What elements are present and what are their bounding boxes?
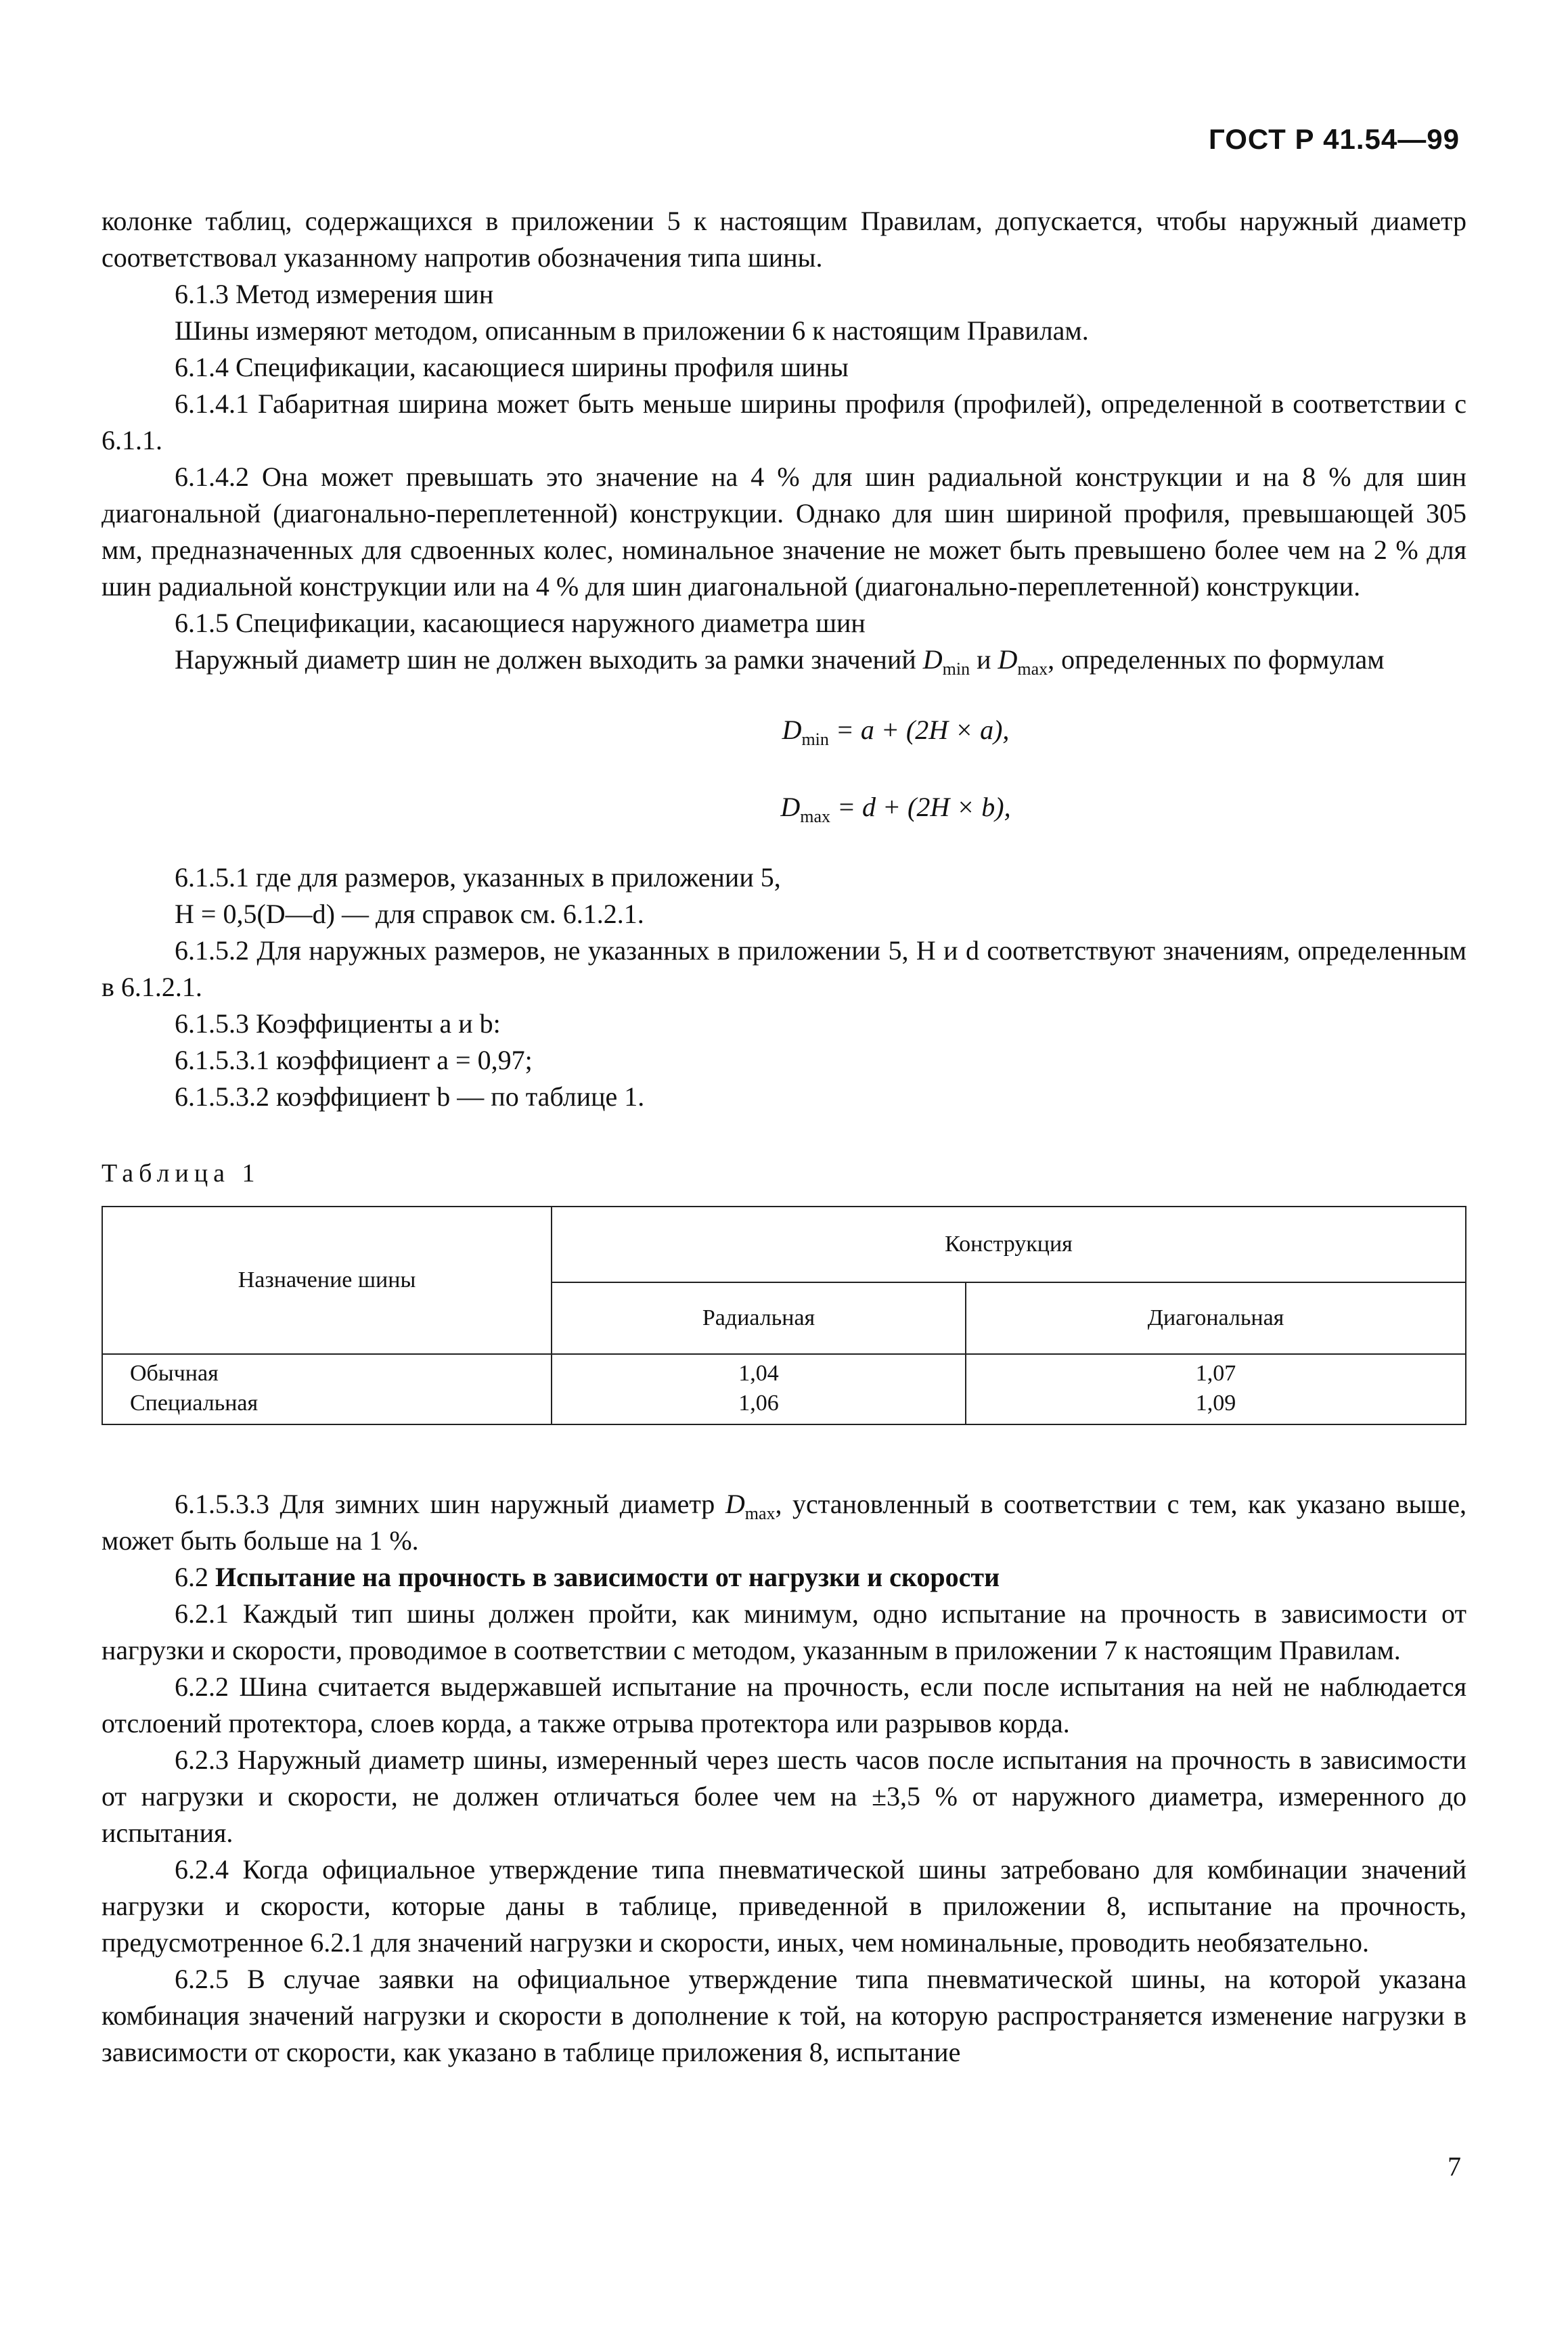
paragraph: Наружный диаметр шин не должен выходить за рамки значений $D_{min}$ и $D_{max}$, определенных по формулам [175,644,1385,679]
formula-dmax: $D_{max} = d + (2H \times b)$, [780,792,1011,826]
paragraph: 6.2.4 Когда официальное утверждение типа пневматической шины затребовано для комбинации значений нагрузки и скорости, которые даны в таблице, приведенной в приложении 8, испытание на прочность, предусмотренное 6.2.1 для значений нагрузки и скорости, иных, чем номинальные, проводить необязательно. [102,1854,1466,1958]
table-caption: Таблица 1 [102,1159,261,1188]
paragraph: Шины измеряют методом, описанным в приложении 6 к настоящим Правилам. [175,315,1089,346]
table-header-radial: Радиальная [552,1282,966,1354]
paragraph: 6.2.1 Каждый тип шины должен пройти, как минимум, одно испытание на прочность в зависимости от нагрузки и скорости, проводимое в соответствии с методом, указанным в приложении 7 к настоящим Правилам. [102,1598,1466,1665]
table-cell-diagonal [966,1354,1466,1424]
document-header: ГОСТ Р 41.54—99 [1208,123,1460,155]
diagonal-value: 1,07 [1195,1361,1236,1386]
document-body [102,203,1466,2071]
table-header-purpose: Назначение шины [102,1207,552,1354]
section-heading: 6.1.4 Спецификации, касающиеся ширины профиля шины [175,352,849,382]
table-cell-radial [552,1354,966,1424]
paragraph: колонке таблиц, содержащихся в приложении 5 к настоящим Правилам, допускается, чтобы наружный диаметр соответствовал указанному напротив обозначения типа шины. [102,206,1466,273]
radial-value: 1,04 [738,1361,779,1386]
paragraph: H = 0,5(D—d) — для справок см. 6.1.2.1. [175,899,644,929]
page-number: 7 [1448,2151,1461,2182]
formula-dmin: $D_{min} = a + (2H \times a)$, [782,715,1010,749]
diagonal-value: 1,09 [1195,1391,1236,1416]
table-header-diagonal: Диагональная [966,1282,1466,1354]
paragraph: 6.1.5.2 Для наружных размеров, не указанных в приложении 5, H и d соответствуют значениям, определенным в 6.1.2.1. [102,935,1466,1002]
section-heading: 6.1.3 Метод измерения шин [175,279,494,309]
table-body-row [102,1354,1466,1424]
paragraph: 6.2.3 Наружный диаметр шины, измеренный через шесть часов после испытания на прочность в зависимости от нагрузки и скорости, не должен отличаться более чем на ±3,5 % от наружного диаметра, измеренного до испытания. [102,1745,1466,1848]
paragraph: 6.1.4.2 Она может превышать это значение на 4 % для шин радиальной конструкции и на 8 % для шин диагональной (диагонально-переплетенной) конструкции. Однако для шин шириной профиля, превышающей 305 мм, предназначенных для сдвоенных колес, номинальное значение не может быть превышено более чем на 2 % для шин радиальной конструкции или на 4 % для шин диагональной (диагонально-переплетенной) конструкции. [102,462,1466,602]
paragraph: 6.1.4.1 Габаритная ширина может быть меньше ширины профиля (профилей), определенной в соответствии с 6.1.1. [102,388,1466,455]
section-heading: 6.2 Испытание на прочность в зависимости от нагрузки и скорости [175,1562,1000,1592]
row-name: Специальная [130,1391,259,1416]
paragraph: 6.2.5 В случае заявки на официальное утверждение типа пневматической шины, на которой указана комбинация значений нагрузки и скорости в дополнение к той, на которую распространяется изменение нагрузки в зависимости от скорости, как указано в таблице приложения 8, испытание [102,1964,1466,2067]
table-header-construction: Конструкция [552,1207,1466,1282]
paragraph: 6.1.5.1 где для размеров, указанных в приложении 5, [175,862,781,893]
paragraph: 6.1.5.3.1 коэффициент a = 0,97; [175,1045,533,1075]
section-heading: 6.1.5 Спецификации, касающиеся наружного диаметра шин [175,608,866,638]
paragraph: 6.1.5.3.3 Для зимних шин наружный диаметр $D_{max}$, установленный в соответствии с тем, как указано выше, может быть больше на 1 %. [102,1489,1466,1556]
paragraph: 6.1.5.3 Коэффициенты a и b: [175,1008,501,1039]
coefficient-table [102,1206,1466,1425]
row-name: Обычная [130,1361,219,1386]
paragraph: 6.2.2 Шина считается выдержавшей испытание на прочность, если после испытания на ней не наблюдается отслоений протектора, слоев корда, а также отрыва протектора или разрывов корда. [102,1671,1466,1738]
radial-value: 1,06 [738,1391,779,1416]
table-cell-names [102,1354,552,1424]
paragraph: 6.1.5.3.2 коэффициент b — по таблице 1. [175,1081,645,1112]
